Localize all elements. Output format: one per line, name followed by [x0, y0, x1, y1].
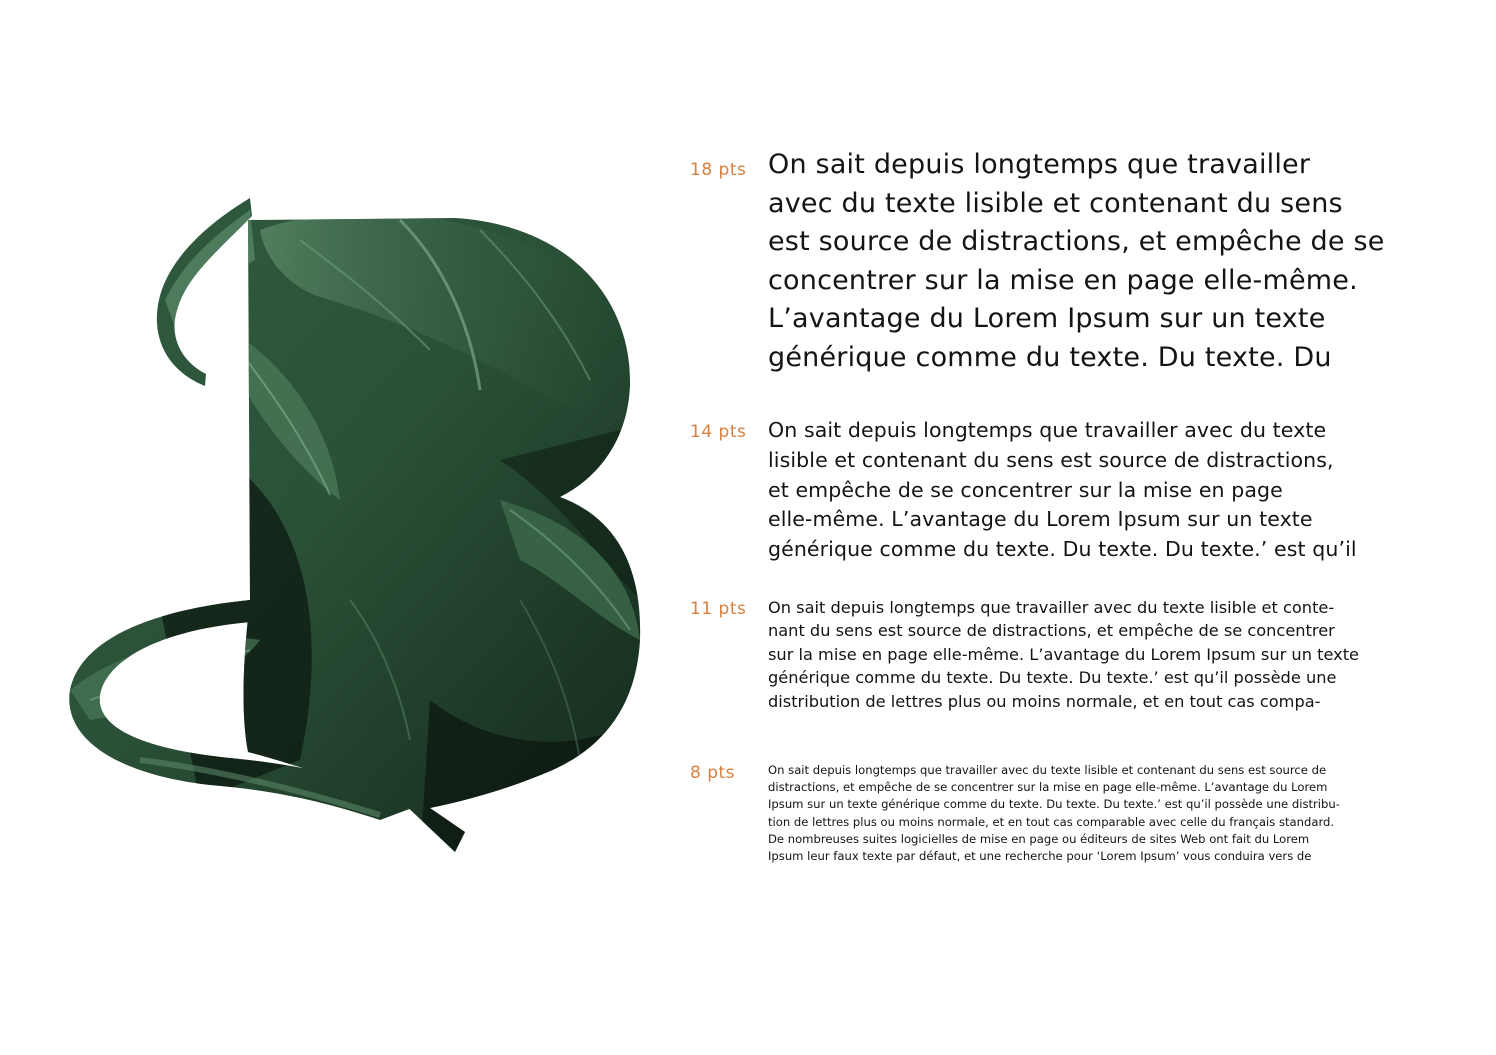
sample-line: générique comme du texte. Du texte. Du texte.’ est qu’il possède une	[768, 668, 1337, 688]
sample-line: sur la mise en page elle-même. L’avantage du Lorem Ipsum sur un texte	[768, 644, 1360, 664]
sample-paragraph	[768, 596, 1359, 713]
sample-line: On sait depuis longtemps que travailler	[768, 149, 1311, 180]
sample-paragraph	[768, 146, 1385, 378]
size-label: 14 pts	[690, 422, 747, 442]
sample-line: elle-même. L’avantage du Lorem Ipsum sur un texte	[768, 507, 1313, 532]
sample-line: nant du sens est source de distractions, et empêche de se concentrer	[768, 621, 1335, 641]
sample-line: distribution de lettres plus ou moins normale, et en tout cas compa-	[768, 691, 1321, 711]
sample-line: On sait depuis longtemps que travailler avec du texte lisible et conte-	[768, 598, 1335, 617]
sample-line: On sait depuis longtemps que travailler avec du texte lisible et contenant du sens est source de	[768, 763, 1327, 777]
sample-line: est source de distractions, et empêche de se	[768, 226, 1385, 258]
sample-line: De nombreuses suites logicielles de mise en page ou éditeurs de sites Web ont fait du Lorem	[768, 831, 1310, 846]
sample-line: générique comme du texte. Du texte. Du	[768, 341, 1332, 373]
sample-line: On sait depuis longtemps que travailler avec du texte	[768, 418, 1327, 442]
sample-line: lisible et contenant du sens est source de distractions,	[768, 447, 1334, 472]
sample-line: avec du texte lisible et contenant du sens	[768, 187, 1343, 219]
sample-line: et empêche de se concentrer sur la mise en page	[768, 477, 1283, 502]
size-label: 8 pts	[690, 763, 736, 783]
sample-line: Ipsum leur faux texte par défaut, et une recherche pour ‘Lorem Ipsum’ vous conduira vers de	[768, 849, 1312, 864]
sample-line: L’avantage du Lorem Ipsum sur un texte	[768, 303, 1326, 335]
size-label: 18 pts	[690, 160, 747, 180]
sample-line: tion de lettres plus ou moins normale, et en tout cas comparable avec celle du français standard.	[768, 814, 1335, 829]
sample-line: distractions, et empêche de se concentrer sur la mise en page elle-même. L’avantage du Lorem	[768, 780, 1328, 795]
sample-line: concentrer sur la mise en page elle-même.	[768, 264, 1358, 296]
leaf-photo-fill	[40, 180, 660, 870]
size-label: 11 pts	[690, 599, 747, 619]
sample-line: Ipsum sur un texte générique comme du texte. Du texte. Du texte.’ est qu’il possède une distribu-	[768, 797, 1340, 812]
sample-paragraph	[768, 762, 1340, 865]
sample-line: générique comme du texte. Du texte. Du texte.’ est qu’il	[768, 537, 1357, 562]
sample-paragraph	[768, 416, 1357, 565]
